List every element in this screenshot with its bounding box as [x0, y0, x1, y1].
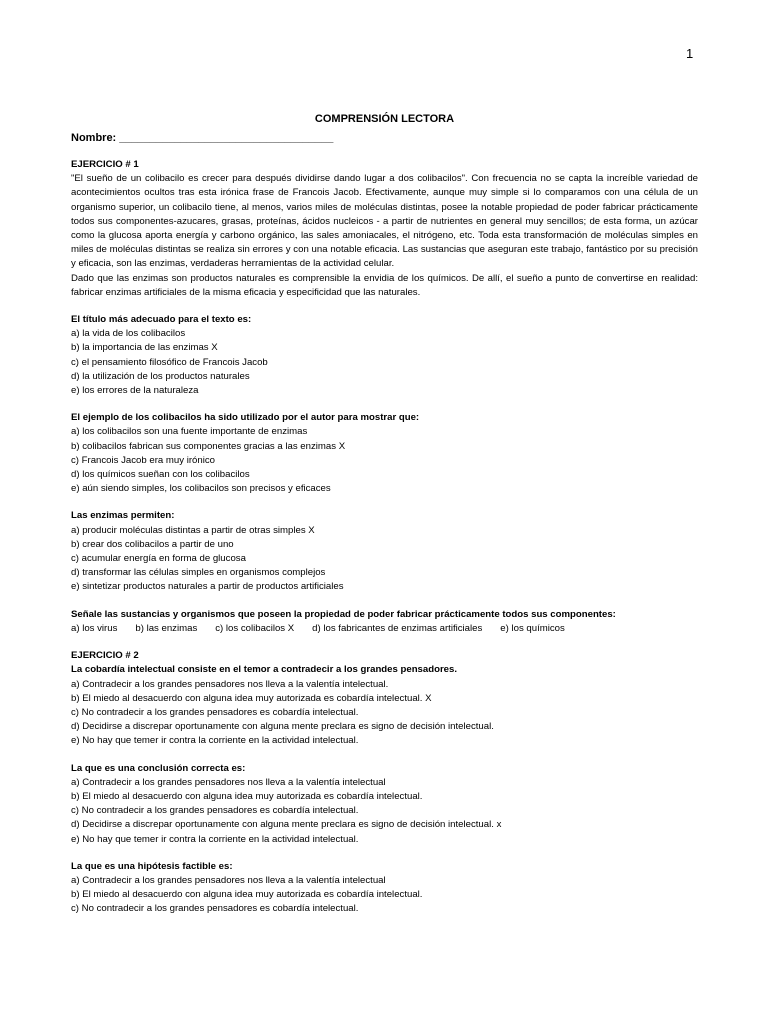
exercise-1-heading: EJERCICIO # 1 — [71, 159, 139, 170]
option: c) No contradecir a los grandes pensadores es cobardía intelectual. — [71, 805, 359, 817]
exercise-1-paragraph-2: Dado que las enzimas son productos naturales es comprensible la envidia de los químicos. De allí, el sueño a punto de convertirse en realidad: fabricar enzimas artificiales de la misma eficacia y especificidad que las naturales. — [71, 272, 698, 298]
document-body — [71, 112, 698, 917]
question-4: Señale las sustancias y organismos que poseen la propiedad de poder fabricar prácticamente todos sus componentes: — [71, 608, 616, 620]
option: b) El miedo al desacuerdo con alguna idea muy autorizada es cobardía intelectual. — [71, 790, 423, 802]
option: c) los colibacilos X — [215, 622, 295, 634]
option: d) Decidirse a discrepar oportunamente con alguna mente preclara es signo de decisión intelectual. — [71, 721, 494, 733]
exercise-2-heading: EJERCICIO # 2 — [71, 650, 139, 662]
option: e) sintetizar productos naturales a partir de productos artificiales — [71, 581, 344, 593]
option: a) la vida de los colibacilos — [71, 328, 186, 340]
name-field-line: Nombre: ___________________________________ — [71, 132, 334, 144]
option: d) los fabricantes de enzimas artificiales — [312, 622, 483, 634]
option: b) colibacilos fabrican sus componentes gracias a las enzimas X — [71, 440, 346, 452]
exercise-1-paragraph-1: "El sueño de un colibacilo es crecer para después dividirse dando lugar a dos colibacilos". Con frecuencia no se capta la increíble variedad de acontecimientos ocultos tras esta irónica frase de Francois Jacob. Efectivamente, aunque muy simple si lo comparamos con una célula de un organismo superior, un colibacilo tiene, al menos, varios miles de moléculas distintas, posee la notable propiedad de poder fabricar prácticamente todos sus componentes-azucares, grasas, proteínas, ácidos nucleicos - a partir de nutrientes en general muy sencillos; de esta forma, un azúcar como la glucosa aporta energía y carbono orgánico, las sales amoniacales, el nitrógeno, etc. Toda esta transformación de moléculas simples en miles de moléculas distintas se realiza sin errores y con una notable eficacia. Las sustancias que aseguran este trabajo, fantástico por su precisión y eficacia, son las enzimas, verdaderas herramientas de la actividad celular. — [71, 173, 698, 270]
option: c) No contradecir a los grandes pensadores es cobardía intelectual. — [71, 903, 359, 915]
option: c) el pensamiento filosófico de Francois Jacob — [71, 356, 268, 368]
option: e) los errores de la naturaleza — [71, 385, 199, 397]
option: a) producir moléculas distintas a partir de otras simples X — [71, 524, 315, 536]
option: b) El miedo al desacuerdo con alguna idea muy autorizada es cobardía intelectual. — [71, 889, 423, 901]
option: b) crear dos colibacilos a partir de uno — [71, 538, 234, 550]
page-number: 1 — [686, 46, 694, 61]
option: a) Contradecir a los grandes pensadores nos lleva a la valentía intelectual — [71, 874, 386, 886]
option: b) la importancia de las enzimas X — [71, 342, 218, 354]
question-4-options — [71, 622, 698, 636]
option: c) acumular energía en forma de glucosa — [71, 553, 246, 565]
question-2: El ejemplo de los colibacilos ha sido utilizado por el autor para mostrar que: — [71, 412, 420, 424]
question-3: Las enzimas permiten: — [71, 510, 175, 522]
option: a) Contradecir a los grandes pensadores nos lleva a la valentía intelectual. — [71, 678, 389, 690]
option: e) No hay que temer ir contra la corriente en la actividad intelectual. — [71, 735, 359, 747]
option: b) las enzimas — [135, 622, 198, 634]
question-1: El título más adecuado para el texto es: — [71, 314, 252, 326]
document-title: COMPRENSIÓN LECTORA — [314, 113, 455, 125]
option: a) los colibacilos son una fuente importante de enzimas — [71, 426, 308, 438]
option: a) Contradecir a los grandes pensadores nos lleva a la valentía intelectual — [71, 776, 386, 788]
option: e) aún siendo simples, los colibacilos son precisos y eficaces — [71, 483, 331, 495]
option: e) No hay que temer ir contra la corriente en la actividad intelectual. — [71, 833, 359, 845]
option: c) Francois Jacob era muy irónico — [71, 454, 215, 466]
exercise-2-statement: La cobardía intelectual consiste en el temor a contradecir a los grandes pensadores. — [71, 664, 458, 676]
option: c) No contradecir a los grandes pensadores es cobardía intelectual. — [71, 706, 359, 718]
question-5: La que es una conclusión correcta es: — [71, 762, 246, 774]
option: b) El miedo al desacuerdo con alguna idea muy autorizada es cobardía intelectual. X — [71, 692, 432, 704]
option: d) la utilización de los productos naturales — [71, 370, 250, 382]
option: d) transformar las células simples en organismos complejos — [71, 567, 326, 579]
option: a) los virus — [71, 622, 118, 634]
option: d) Decidirse a discrepar oportunamente con alguna mente preclara es signo de decisión intelectual. x — [71, 819, 502, 831]
question-6: La que es una hipótesis factible es: — [71, 860, 233, 872]
option: e) los químicos — [500, 622, 565, 634]
option: d) los químicos sueñan con los colibacilos — [71, 469, 250, 481]
